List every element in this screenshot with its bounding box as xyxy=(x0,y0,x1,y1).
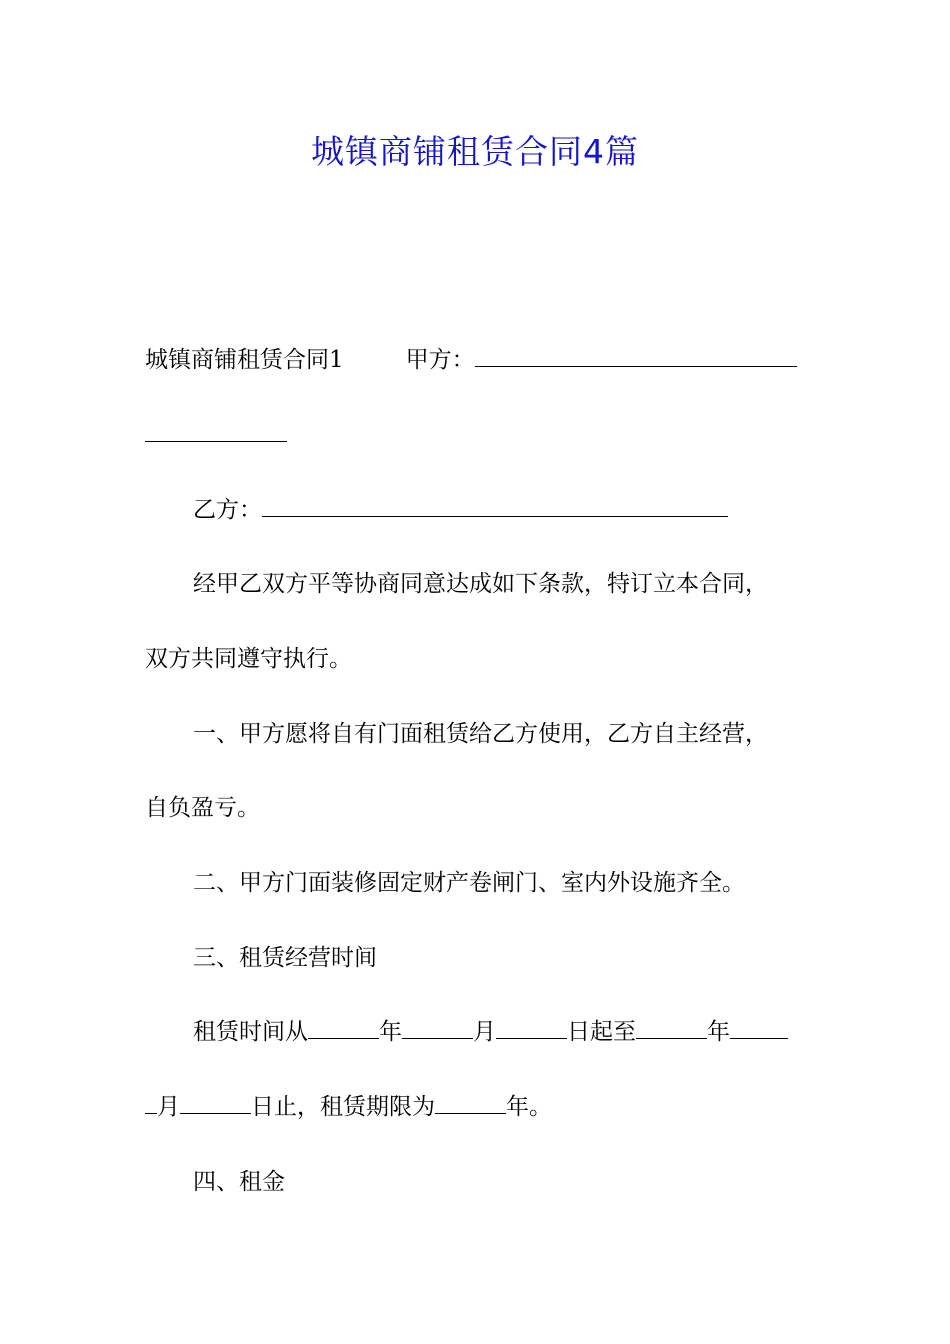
section-heading: 城镇商铺租赁合同1 xyxy=(145,347,344,373)
day-to-label: 日止，租赁期限为 xyxy=(251,1094,435,1120)
years-end-label: 年。 xyxy=(506,1094,552,1120)
clause-4-heading: 四、租金 xyxy=(193,1169,285,1195)
month-label-2: 月 xyxy=(157,1094,180,1120)
party-b-line xyxy=(193,492,728,528)
party-a-label: 甲方： xyxy=(405,347,475,373)
intro-paragraph-line2: 双方共同遵守执行。 xyxy=(145,646,352,672)
intro-paragraph-line1: 经甲乙双方平等协商同意达成如下条款，特订立本合同， xyxy=(193,571,768,597)
end-month-blank-continued[interactable] xyxy=(145,1093,157,1114)
party-a-blank[interactable] xyxy=(475,346,797,367)
year-label: 年 xyxy=(379,1019,402,1045)
start-month-blank[interactable] xyxy=(402,1018,473,1039)
end-month-blank[interactable] xyxy=(730,1018,788,1039)
clause-1-line2: 自负盈亏。 xyxy=(145,795,260,821)
party-a-blank-continued-line xyxy=(145,417,287,453)
clause-1-line1: 一、甲方愿将自有门面租赁给乙方使用，乙方自主经营， xyxy=(193,721,768,747)
lease-term-line2 xyxy=(145,1089,552,1125)
clause-2: 二、甲方门面装修固定财产卷闸门、室内外设施齐全。 xyxy=(193,870,745,896)
party-b-label: 乙方： xyxy=(193,497,262,523)
lease-years-blank[interactable] xyxy=(435,1093,506,1114)
lease-term-line1 xyxy=(193,1014,788,1050)
start-year-blank[interactable] xyxy=(308,1018,379,1039)
party-a-line xyxy=(145,342,797,378)
party-a-blank-continued[interactable] xyxy=(145,421,287,442)
month-label: 月 xyxy=(473,1019,496,1045)
party-b-blank[interactable] xyxy=(262,496,728,517)
end-day-blank[interactable] xyxy=(180,1093,251,1114)
year-label-2: 年 xyxy=(707,1019,730,1045)
start-day-blank[interactable] xyxy=(496,1018,567,1039)
lease-term-prefix: 租赁时间从 xyxy=(193,1019,308,1045)
day-from-label: 日起至 xyxy=(567,1019,636,1045)
clause-3-heading: 三、租赁经营时间 xyxy=(193,945,377,971)
document-title: 城镇商铺租赁合同4篇 xyxy=(311,132,639,171)
end-year-blank[interactable] xyxy=(636,1018,707,1039)
